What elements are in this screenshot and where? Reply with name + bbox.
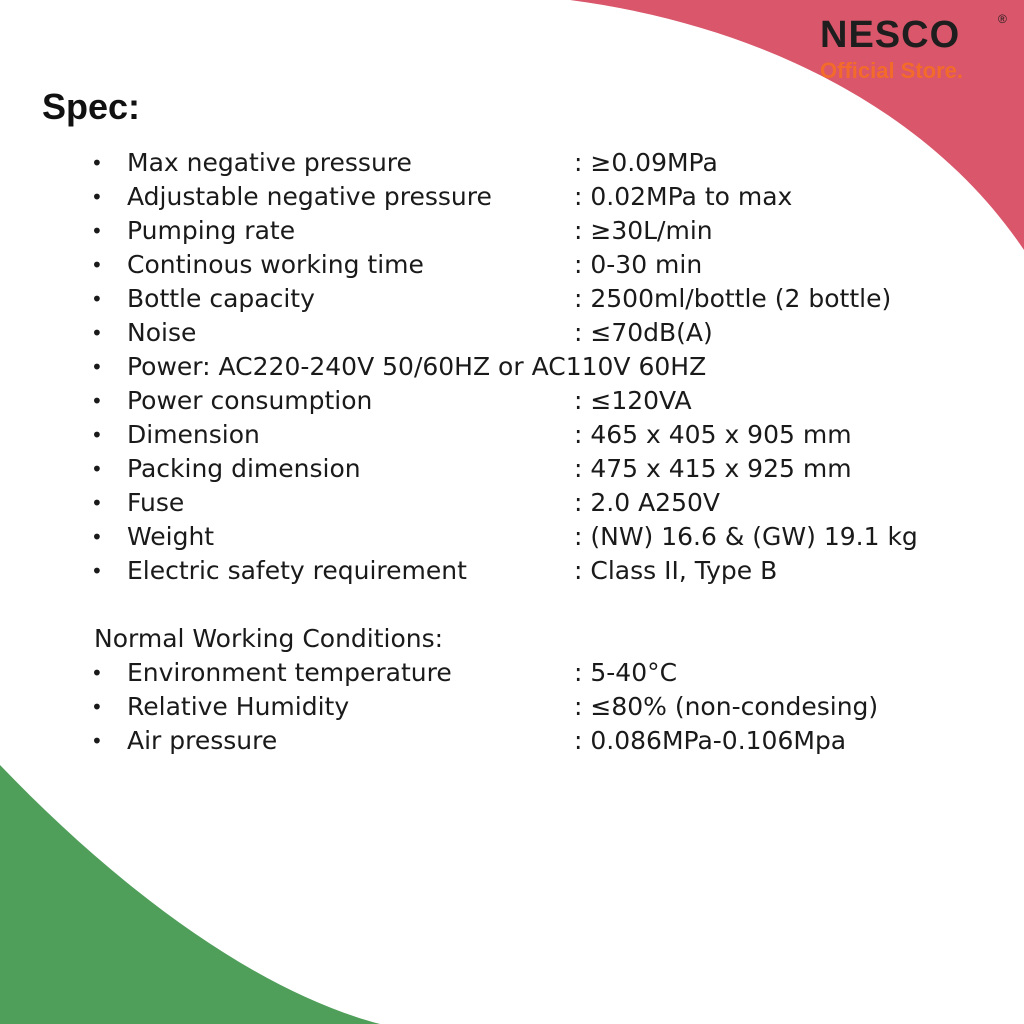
bullet-icon: • <box>91 729 103 753</box>
spec-row <box>0 282 1024 316</box>
spec-row <box>0 452 1024 486</box>
condition-label: Air pressure <box>127 726 278 755</box>
conditions-heading: Normal Working Conditions: <box>94 624 444 653</box>
condition-value: : 0.086MPa-0.106Mpa <box>574 726 847 755</box>
bullet-icon: • <box>91 219 103 243</box>
condition-label: Relative Humidity <box>127 692 350 721</box>
spec-list <box>0 146 1024 758</box>
spec-label: Packing dimension <box>127 454 361 483</box>
spec-label: Adjustable negative pressure <box>127 182 492 211</box>
spec-label: Bottle capacity <box>127 284 315 313</box>
bullet-icon: • <box>91 389 103 413</box>
spec-value: : ≤120VA <box>574 386 692 415</box>
condition-value: : 5-40°C <box>574 658 678 687</box>
condition-row <box>0 724 1024 758</box>
spec-row <box>0 486 1024 520</box>
spec-value: : ≥30L/min <box>574 216 713 245</box>
page-title: Spec: <box>42 86 141 127</box>
bullet-icon: • <box>91 491 103 515</box>
spec-label: Power consumption <box>127 386 373 415</box>
spec-value: : 0-30 min <box>574 250 703 279</box>
spec-label: Power: AC220-240V 50/60HZ or AC110V 60HZ <box>127 352 707 381</box>
spec-row <box>0 248 1024 282</box>
spec-label: Weight <box>127 522 215 551</box>
spec-row <box>0 146 1024 180</box>
condition-label: Environment temperature <box>127 658 452 687</box>
spec-value: : 465 x 405 x 905 mm <box>574 420 852 449</box>
bullet-icon: • <box>91 559 103 583</box>
spec-value: : 2500ml/bottle (2 bottle) <box>574 284 892 313</box>
spec-label: Noise <box>127 318 197 347</box>
bullet-icon: • <box>91 151 103 175</box>
spec-value: : ≤70dB(A) <box>574 318 713 347</box>
spec-value: : 0.02MPa to max <box>574 182 793 211</box>
spec-label: Electric safety requirement <box>127 556 467 585</box>
spec-row <box>0 554 1024 588</box>
bullet-icon: • <box>91 287 103 311</box>
section-spacer <box>0 588 1024 622</box>
spec-value: : Class II, Type B <box>574 556 778 585</box>
spec-label: Fuse <box>127 488 185 517</box>
spec-row <box>0 214 1024 248</box>
spec-label: Continous working time <box>127 250 424 279</box>
bullet-icon: • <box>91 185 103 209</box>
bullet-icon: • <box>91 321 103 345</box>
bullet-icon: • <box>91 423 103 447</box>
bottom-left-green-band <box>0 765 380 1024</box>
spec-value: : ≥0.09MPa <box>574 148 718 177</box>
spec-label: Max negative pressure <box>127 148 412 177</box>
spec-label: Dimension <box>127 420 260 449</box>
registered-mark: ® <box>998 12 1007 26</box>
spec-label: Pumping rate <box>127 216 296 245</box>
bullet-icon: • <box>91 525 103 549</box>
spec-value: : 2.0 A250V <box>574 488 720 517</box>
bullet-icon: • <box>91 661 103 685</box>
spec-row <box>0 520 1024 554</box>
condition-row <box>0 690 1024 724</box>
condition-row <box>0 656 1024 690</box>
bullet-icon: • <box>91 253 103 277</box>
spec-row <box>0 350 1024 384</box>
bullet-icon: • <box>91 355 103 379</box>
spec-row <box>0 180 1024 214</box>
spec-value: : 475 x 415 x 925 mm <box>574 454 852 483</box>
brand-name: NESCO <box>820 14 961 56</box>
spec-row <box>0 384 1024 418</box>
bullet-icon: • <box>91 695 103 719</box>
brand-tagline: Official Store. <box>820 58 964 83</box>
spec-value: : (NW) 16.6 & (GW) 19.1 kg <box>574 522 918 551</box>
spec-row <box>0 316 1024 350</box>
bullet-icon: • <box>91 457 103 481</box>
spec-row <box>0 418 1024 452</box>
brand-logo <box>820 12 1020 92</box>
condition-value: : ≤80% (non-condesing) <box>574 692 879 721</box>
